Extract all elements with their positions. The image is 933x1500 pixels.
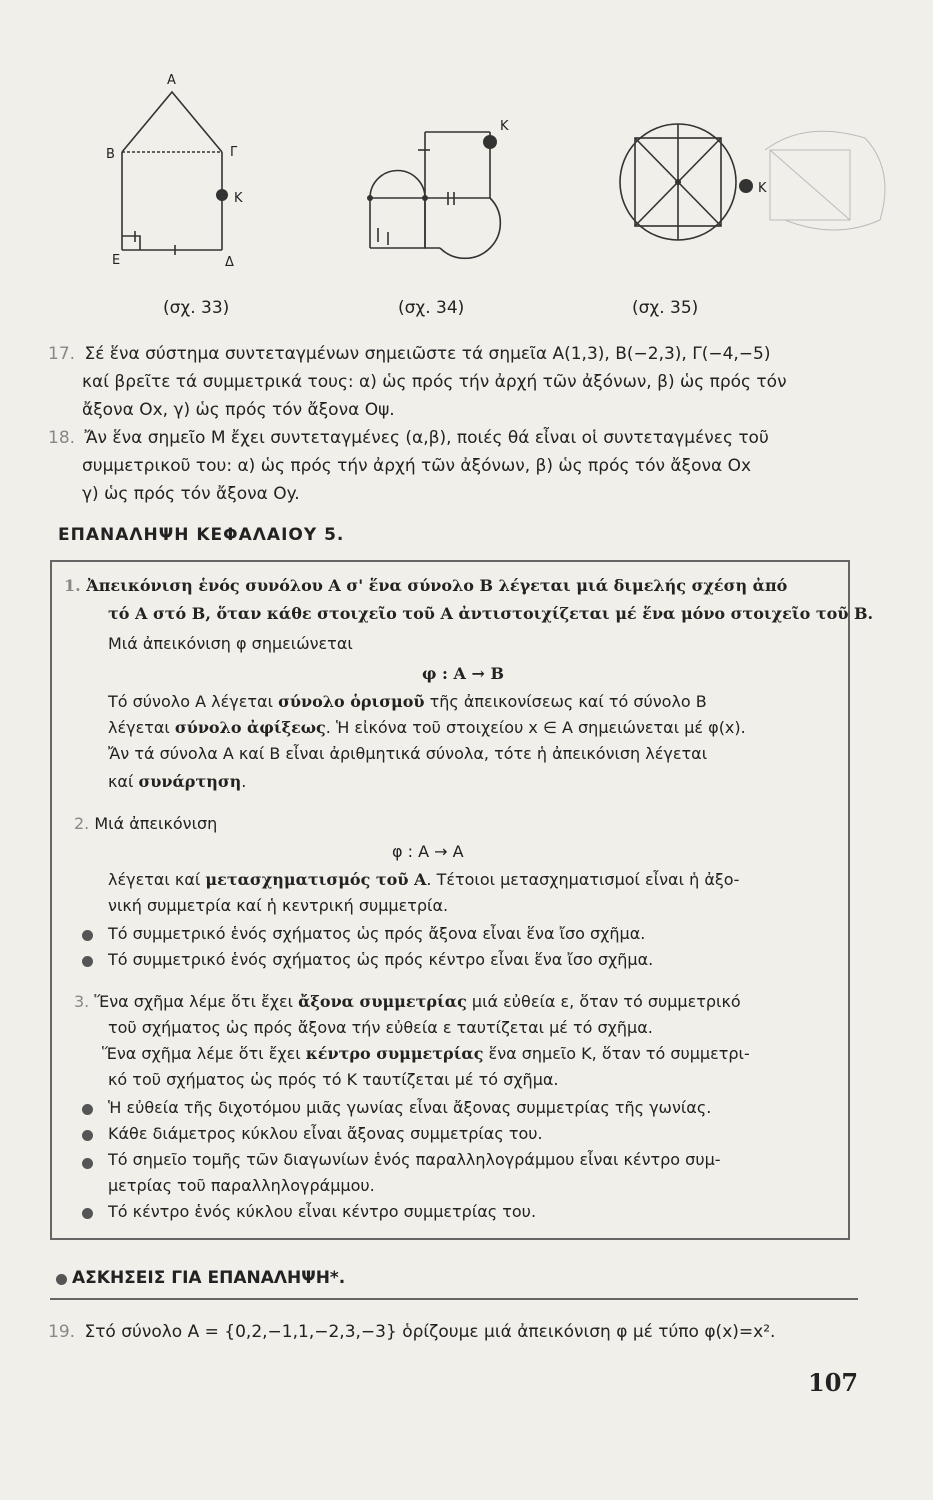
figure-34 [350,110,540,270]
bullet-text: Τό σημεῖο τομῆς τῶν διαγωνίων ἑνός παραλληλογράμμου εἶναι κέντρο συμ- [108,1150,721,1169]
text-part: καί [108,772,139,791]
definition-bold: τό Α στό Β, ὅταν κάθε στοιχεῖο τοῦ Α ἀντιστοιχίζεται μέ ἕνα μόνο στοιχεῖο τοῦ Β. [108,604,874,623]
item-number: 2. [74,814,90,833]
bullet-text: Κάθε διάμετρος κύκλου εἶναι ἄξονας συμμετρίας του. [108,1124,543,1143]
label-gamma: Γ [230,145,238,160]
bullet-text: Τό συμμετρικό ἑνός σχήματος ὡς πρός κέντρο εἶναι ἕνα ἴσο σχῆμα. [108,950,654,969]
text-part: μιά εὐθεία ε, ὅταν τό συμμετρικό [466,992,741,1011]
bullet-icon [82,1158,93,1169]
point-k [483,135,497,149]
exercise-text: Ἄν ἕνα σημεῖο Μ ἔχει συντεταγμένες (α,β), ποιές θά εἶναι οἱ συντεταγμένες τοῦ [84,428,769,448]
caption-fig34: (σχ. 34) [398,298,465,318]
term-bold: μετασχηματισμός τοῦ Α [205,870,427,889]
item3-line1 [74,992,741,1011]
item2-text: νική συμμετρία καί ἡ κεντρική συμμετρία. [108,896,449,915]
divider [50,1298,858,1300]
text-part: τῆς ἀπεικονίσεως καί τό σύνολο Β [424,692,707,711]
item1-line1 [64,576,787,595]
item1-text: Μιά ἀπεικόνιση φ σημειώνεται [108,634,353,653]
page-number: 107 [808,1368,859,1397]
exercise-text: ἄξονα Οx, γ) ὡς πρός τόν ἄξονα Οψ. [82,400,395,420]
exercise-text: καί βρεῖτε τά συμμετρικά τους: α) ὡς πρός τήν ἀρχή τῶν ἀξόνων, β) ὡς πρός τόν [82,372,787,392]
text-part: Ἕνα σχῆμα λέμε ὅτι ἔχει [102,1044,306,1063]
text-part: . [241,772,247,791]
bullet-icon [56,1274,67,1285]
formula: φ : A → A [392,842,464,861]
bullet-icon [82,1208,93,1219]
item1-text [108,692,707,711]
bullet-text: Ἡ εὐθεία τῆς διχοτόμου μιᾶς γωνίας εἶναι ἄξονας συμμετρίας τῆς γωνίας. [108,1098,712,1117]
figure-35 [605,110,905,260]
text-part: λέγεται [108,718,175,737]
label-k: K [234,191,243,206]
label-a: A [167,73,176,88]
text-part: . Τέτοιοι μετασχηματισμοί εἶναι ἡ ἀξο- [426,870,740,889]
term-bold: κέντρο συμμετρίας [305,1044,484,1063]
term-bold: συνάρτηση [138,772,242,791]
text-part: λέγεται καί [108,870,206,889]
item1-text: Ἄν τά σύνολα Α καί Β εἶναι ἀριθμητικά σύνολα, τότε ἡ ἀπεικόνιση λέγεται [108,744,708,763]
text-part: ἕνα σημεῖο Κ, ὅταν τό συμμετρι- [483,1044,750,1063]
item1-text [108,772,246,791]
item3-text: τοῦ σχήματος ὡς πρός ἄξονα τήν εὐθεία ε ταυτίζεται μέ τό σχῆμα. [108,1018,653,1037]
item3-text [102,1044,750,1063]
bullet-icon [82,1104,93,1115]
label-b: B [106,147,115,162]
roof-lines [122,92,222,152]
bullet-icon [82,1130,93,1141]
label-delta: Δ [225,255,234,270]
label-e: E [112,253,121,268]
exercise-17 [48,340,848,424]
item2-line1 [74,814,217,833]
bullet-text: Τό συμμετρικό ἑνός σχήματος ὡς πρός ἄξονα εἶναι ἕνα ἴσο σχῆμα. [108,924,646,943]
exercise-number: 17. [48,344,76,364]
term-bold: σύνολο ὁρισμοῦ [278,692,425,711]
item-number: 1. [64,576,81,595]
caption-fig33: (σχ. 33) [163,298,230,318]
formula: φ : A → B [422,664,505,683]
item2-text: Μιά ἀπεικόνιση [94,814,218,833]
term-bold: σύνολο ἀφίξεως [174,718,326,737]
exercise-text: Στό σύνολο Α = {0,2,−1,1,−2,3,−3} ὁρίζουμε μιά ἀπεικόνιση φ μέ τύπο φ(x)=x². [84,1322,776,1342]
figure-33 [100,70,270,270]
bullet-icon [82,956,93,967]
exercise-19 [48,1318,848,1346]
item3-text: κό τοῦ σχήματος ὡς πρός τό Κ ταυτίζεται μέ τό σχῆμα. [108,1070,559,1089]
caption-fig35: (σχ. 35) [632,298,699,318]
exercise-number: 18. [48,428,76,448]
exercise-number: 19. [48,1322,76,1342]
bullet-icon [82,930,93,941]
text-part: Ἕνα σχῆμα λέμε ὅτι ἔχει [94,992,299,1011]
item2-text [108,870,739,889]
bullet-text: μετρίας τοῦ παραλληλογράμμου. [108,1176,375,1195]
item1-text [108,718,746,737]
section-heading: ΕΠΑΝΑΛΗΨΗ ΚΕΦΑΛΑΙΟΥ 5. [58,525,345,545]
summary-box [50,560,874,1240]
text-part: . Ἡ εἰκόνα τοῦ στοιχείου x ∈ A σημειώνεται μέ φ(x). [325,718,746,737]
bullet-text: Τό κέντρο ἑνός κύκλου εἶναι κέντρο συμμετρίας του. [108,1202,537,1221]
item-number: 3. [74,992,90,1011]
exercises-heading: ΑΣΚΗΣΕΙΣ ΓΙΑ ΕΠΑΝΑΛΗΨΗ*. [72,1268,346,1288]
exercise-text: γ) ὡς πρός τόν ἄξονα Οy. [82,484,300,504]
exercise-18 [48,424,848,508]
label-k: K [500,119,509,134]
definition-bold: Ἀπεικόνιση ἑνός συνόλου Α σ' ἕνα σύνολο Β λέγεται μιά διμελής σχέση ἀπό [86,576,788,595]
text-part: Τό σύνολο Α λέγεται [108,692,279,711]
label-k: K [758,181,767,196]
point-k [739,179,753,193]
exercise-text: Σέ ἕνα σύστημα συντεταγμένων σημειῶστε τά σημεῖα Α(1,3), Β(−2,3), Γ(−4,−5) [84,344,771,364]
term-bold: ἄξονα συμμετρίας [298,992,467,1011]
point-k [216,189,228,201]
exercise-text: συμμετρικοῦ του: α) ὡς πρός τήν ἀρχή τῶν ἀξόνων, β) ὡς πρός τόν ἄξονα Οx [82,456,752,476]
